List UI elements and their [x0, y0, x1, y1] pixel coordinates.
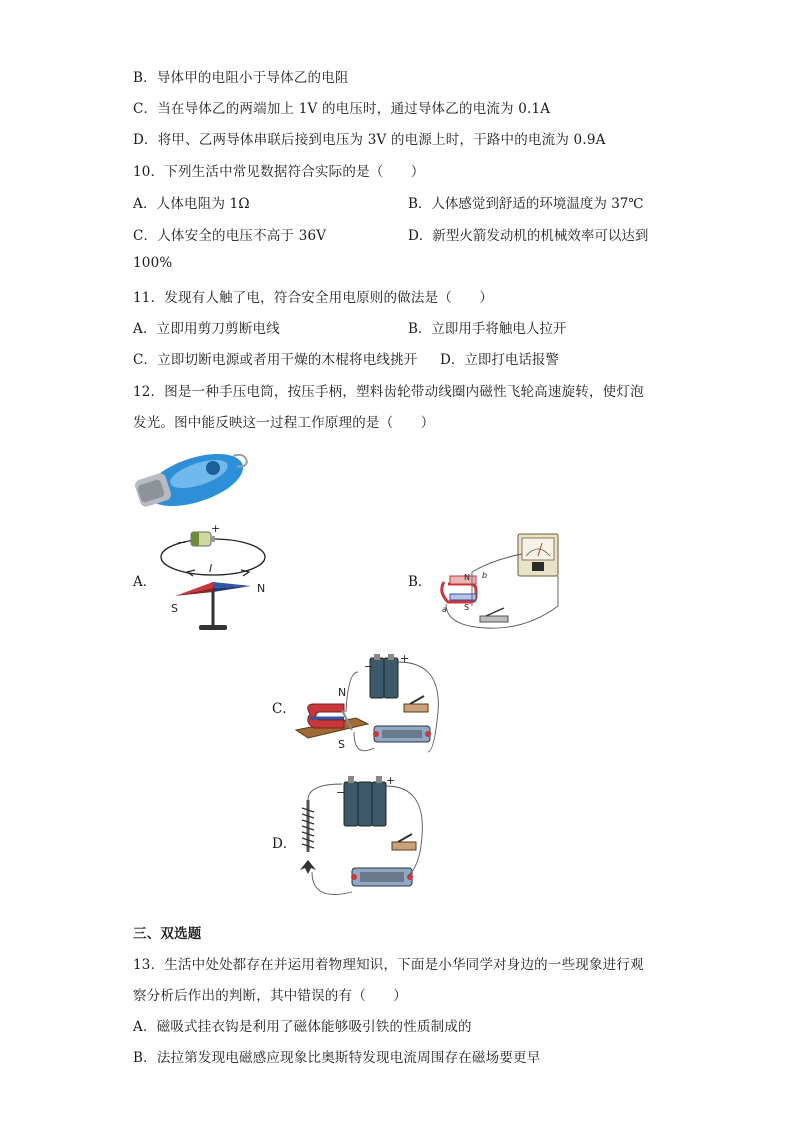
fig-b-a-label: a — [442, 605, 447, 614]
section-title-double-choice: 三、双选题 — [133, 926, 202, 942]
fig-a-minus-sign: − — [177, 536, 187, 549]
q9-option-d: D．将甲、乙两导体串联后接到电压为 3V 的电源上时，干路中的电流为 0.9A — [133, 132, 606, 148]
fig-b-north-label: N — [464, 573, 470, 582]
fig-a-south-label: S — [171, 602, 178, 615]
electromagnet-experiment-figure — [296, 772, 446, 911]
fig-c-south-label: S — [338, 738, 345, 751]
fig-d-minus-sign: − — [336, 786, 346, 799]
hand-flashlight-image — [133, 446, 253, 520]
q11-option-c: C．立即切断电源或者用干燥的木棍将电线挑开 — [133, 352, 418, 368]
fig-d-plus-sign: + — [386, 774, 396, 787]
fig-c-north-label: N — [338, 686, 347, 699]
q12-label-a: A． — [133, 574, 157, 590]
q10-option-a: A．人体电阻为 1Ω — [133, 196, 250, 212]
fig-b-b-label: b — [482, 571, 488, 580]
q12-label-c: C． — [272, 701, 296, 717]
q11-stem: 11．发现有人触了电，符合安全用电原则的做法是（ ） — [133, 290, 494, 306]
q11-option-b: B．立即用手将触电人拉开 — [408, 321, 567, 337]
fig-c-plus-sign: + — [400, 652, 410, 665]
oersted-experiment-figure — [155, 522, 270, 641]
fig-a-north-label: N — [257, 582, 266, 595]
q10-option-b: B．人体感觉到舒适的环境温度为 37℃ — [408, 196, 644, 212]
q9-option-c: C．当在导体乙的两端加上 1V 的电压时，通过导体乙的电流为 0.1A — [133, 101, 551, 117]
q13-option-b: B．法拉第发现电磁感应现象比奥斯特发现电流周围存在磁场要更早 — [133, 1050, 541, 1066]
q10-stem: 10．下列生活中常见数据符合实际的是（ ） — [133, 164, 425, 180]
fig-a-plus-sign: + — [211, 522, 221, 535]
q9-option-b: B．导体甲的电阻小于导体乙的电阻 — [133, 70, 349, 86]
fig-b-south-label: S — [464, 603, 470, 612]
motor-experiment-figure — [294, 652, 449, 766]
fig-a-current-label: I — [209, 562, 213, 575]
fig-c-minus-sign: − — [364, 660, 374, 673]
induction-experiment-figure — [436, 530, 571, 639]
q12-stem-line1: 12．图是一种手压电筒，按压手柄，塑料齿轮带动线圈内磁性飞轮高速旋转，使灯泡 — [133, 384, 644, 400]
q10-option-c: C．人体安全的电压不高于 36V — [133, 228, 327, 244]
q10-option-d: D．新型火箭发动机的机械效率可以达到 — [408, 228, 649, 244]
q12-label-b: B． — [408, 574, 432, 590]
q13-stem-line2: 察分析后作出的判断，其中错误的有（ ） — [133, 988, 407, 1004]
q13-option-a: A．磁吸式挂衣钩是利用了磁体能够吸引铁的性质制成的 — [133, 1019, 472, 1035]
q10-option-d-continued: 100% — [133, 255, 173, 271]
q11-option-d: D．立即打电话报警 — [440, 352, 559, 368]
q13-stem-line1: 13．生活中处处都存在并运用着物理知识，下面是小华同学对身边的一些现象进行观 — [133, 957, 644, 973]
q12-stem-line2: 发光。图中能反映这一过程工作原理的是（ ） — [133, 415, 435, 431]
q11-option-a: A．立即用剪刀剪断电线 — [133, 321, 280, 337]
q12-label-d: D． — [272, 836, 297, 852]
